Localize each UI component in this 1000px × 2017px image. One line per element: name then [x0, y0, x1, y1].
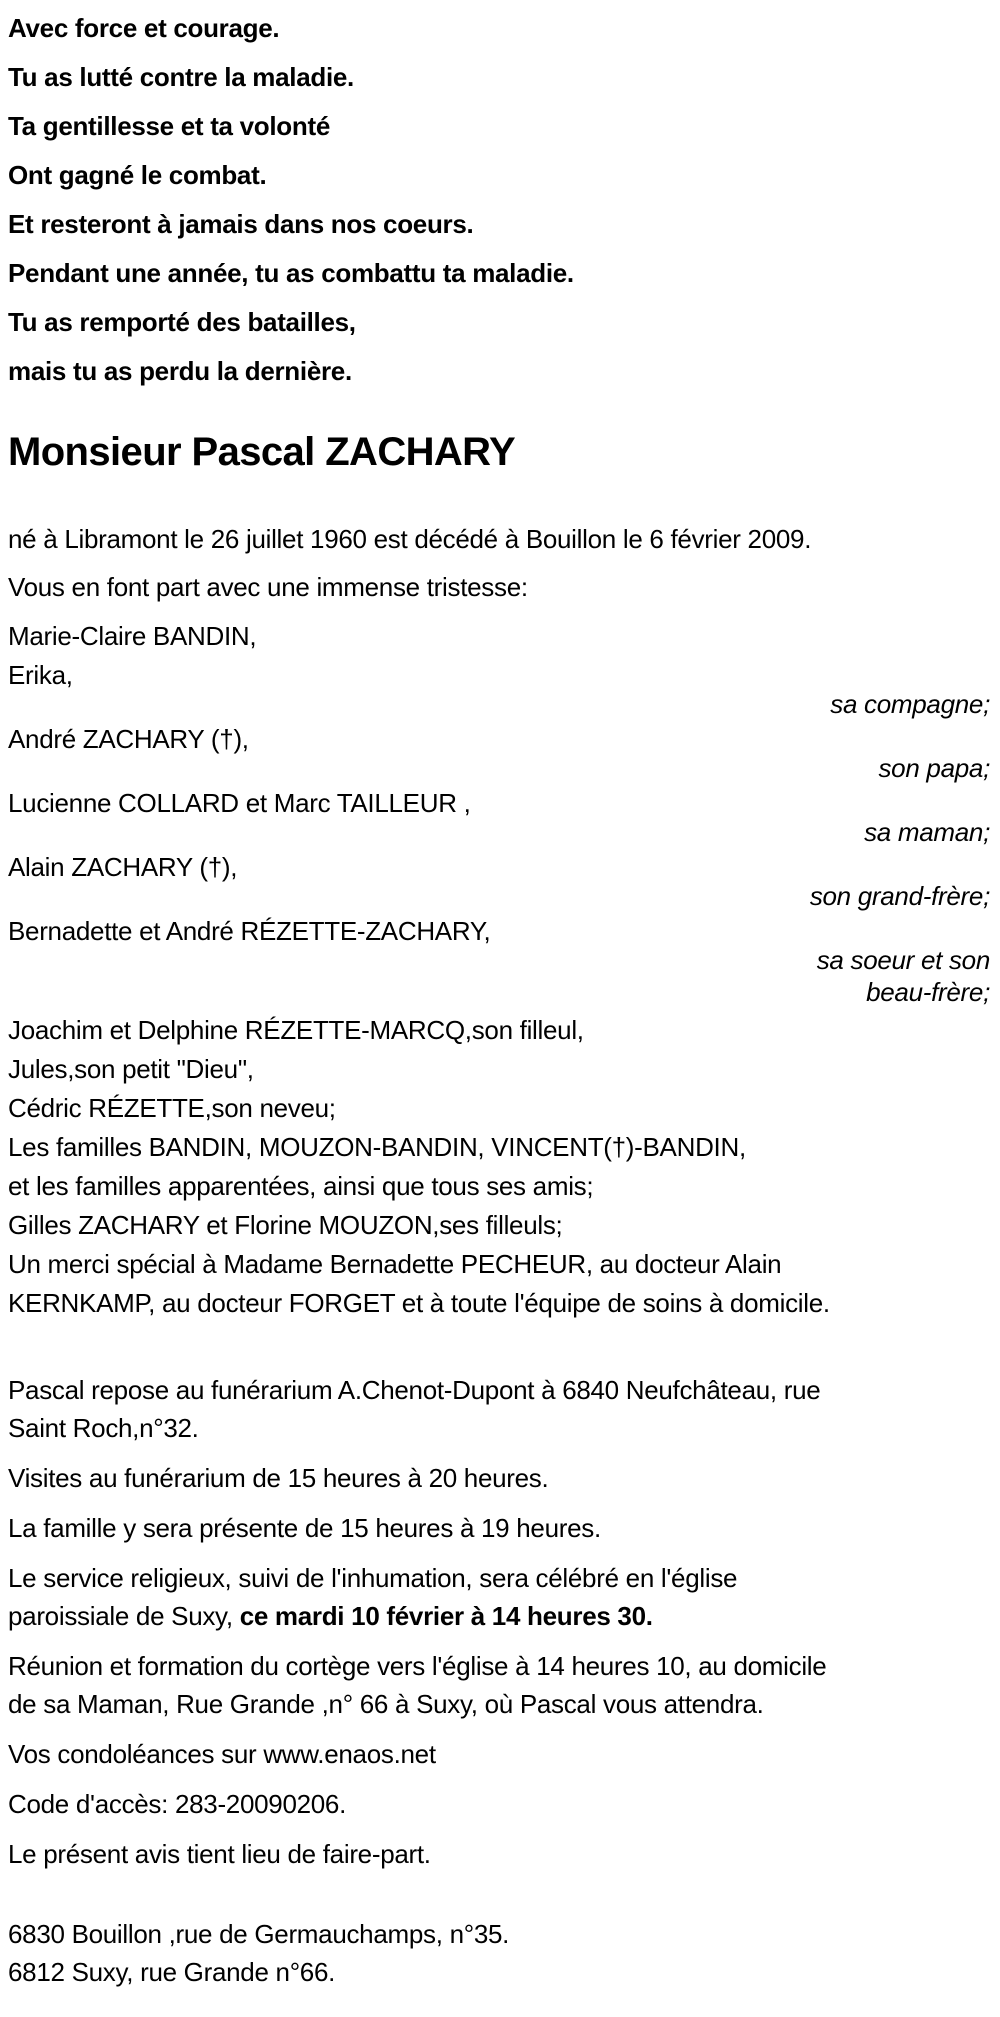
- address-line: 6830 Bouillon ,rue de Germauchamps, n°35.: [8, 1919, 510, 1949]
- memorial-poem: [8, 4, 990, 396]
- deceased-name-title: Monsieur Pascal ZACHARY: [8, 430, 516, 474]
- family-presence-paragraph: La famille y sera présente de 15 heures à 19 heures.: [8, 1513, 601, 1543]
- address-line: 6812 Suxy, rue Grande n°66.: [8, 1957, 336, 1987]
- cortege-line: Réunion et formation du cortège vers l'église à 14 heures 10, au domicile: [8, 1651, 827, 1681]
- relative-line: Cédric RÉZETTE,son neveu;: [8, 1093, 336, 1123]
- poem-line: Tu as remporté des batailles,: [8, 307, 356, 337]
- family-member-name: Erika,: [8, 660, 73, 690]
- relatives-and-thanks-list: [8, 1011, 990, 1323]
- religious-service-paragraph: [8, 1559, 990, 1635]
- family-relation-label: beau-frère;: [866, 977, 990, 1007]
- condolences-website-text: Vos condoléances sur www.enaos.net: [8, 1739, 436, 1769]
- poem-line: Avec force et courage.: [8, 13, 280, 43]
- visits-paragraph: Visites au funérarium de 15 heures à 20 heures.: [8, 1463, 549, 1493]
- poem-line: Ont gagné le combat.: [8, 160, 267, 190]
- family-relation-label: sa compagne;: [830, 689, 990, 719]
- family-member-name: Lucienne COLLARD et Marc TAILLEUR ,: [8, 788, 471, 818]
- service-line-prefix: paroissiale de Suxy,: [8, 1601, 240, 1631]
- service-date-time: ce mardi 10 février à 14 heures 30.: [239, 1601, 653, 1631]
- thanks-line: KERNKAMP, au docteur FORGET et à toute l'équipe de soins à domicile.: [8, 1288, 830, 1318]
- relative-line: Les familles BANDIN, MOUZON-BANDIN, VINCENT(†)-BANDIN,: [8, 1132, 746, 1162]
- family-relation-label: sa soeur et son: [816, 945, 990, 975]
- poem-line: Et resteront à jamais dans nos coeurs.: [8, 209, 474, 239]
- funeral-arrangements: [8, 1371, 990, 1873]
- funerarium-line: Pascal repose au funérarium A.Chenot-Dupont à 6840 Neufchâteau, rue: [8, 1375, 821, 1405]
- funerarium-line: Saint Roch,n°32.: [8, 1413, 199, 1443]
- family-relation-label: son papa;: [878, 753, 990, 783]
- family-relation-label: sa maman;: [864, 817, 990, 847]
- family-member-name: Alain ZACHARY (†),: [8, 852, 238, 882]
- announcement-line: Vous en font part avec une immense tristesse:: [8, 572, 528, 602]
- family-member-name: Bernadette et André RÉZETTE-ZACHARY,: [8, 916, 491, 946]
- poem-line: Ta gentillesse et ta volonté: [8, 111, 330, 141]
- thanks-line: Un merci spécial à Madame Bernadette PECHEUR, au docteur Alain: [8, 1249, 782, 1279]
- relative-line: Joachim et Delphine RÉZETTE-MARCQ,son filleul,: [8, 1015, 584, 1045]
- faire-part-paragraph: Le présent avis tient lieu de faire-part.: [8, 1839, 431, 1869]
- addresses-footer: [8, 1915, 990, 1991]
- family-list: [8, 617, 990, 1007]
- family-member-name: André ZACHARY (†),: [8, 724, 249, 754]
- service-line: Le service religieux, suivi de l'inhumation, sera célébré en l'église: [8, 1563, 738, 1593]
- relative-line: Jules,son petit "Dieu",: [8, 1054, 254, 1084]
- death-notice-document: [8, 4, 990, 1991]
- birth-death-line: né à Libramont le 26 juillet 1960 est décédé à Bouillon le 6 février 2009.: [8, 524, 812, 554]
- poem-line: Pendant une année, tu as combattu ta maladie.: [8, 258, 574, 288]
- access-code-paragraph: Code d'accès: 283-20090206.: [8, 1789, 347, 1819]
- funerarium-paragraph: [8, 1371, 990, 1447]
- condolences-paragraph: [8, 1735, 990, 1773]
- cortege-line: de sa Maman, Rue Grande ,n° 66 à Suxy, où Pascal vous attendra.: [8, 1689, 764, 1719]
- poem-line: Tu as lutté contre la maladie.: [8, 62, 354, 92]
- service-line: [8, 1601, 653, 1631]
- family-relation-label: son grand-frère;: [809, 881, 990, 911]
- cortege-paragraph: [8, 1647, 990, 1723]
- family-member-name: Marie-Claire BANDIN,: [8, 621, 257, 651]
- relative-line: Gilles ZACHARY et Florine MOUZON,ses filleuls;: [8, 1210, 563, 1240]
- relative-line: et les familles apparentées, ainsi que tous ses amis;: [8, 1171, 594, 1201]
- poem-line: mais tu as perdu la dernière.: [8, 356, 352, 386]
